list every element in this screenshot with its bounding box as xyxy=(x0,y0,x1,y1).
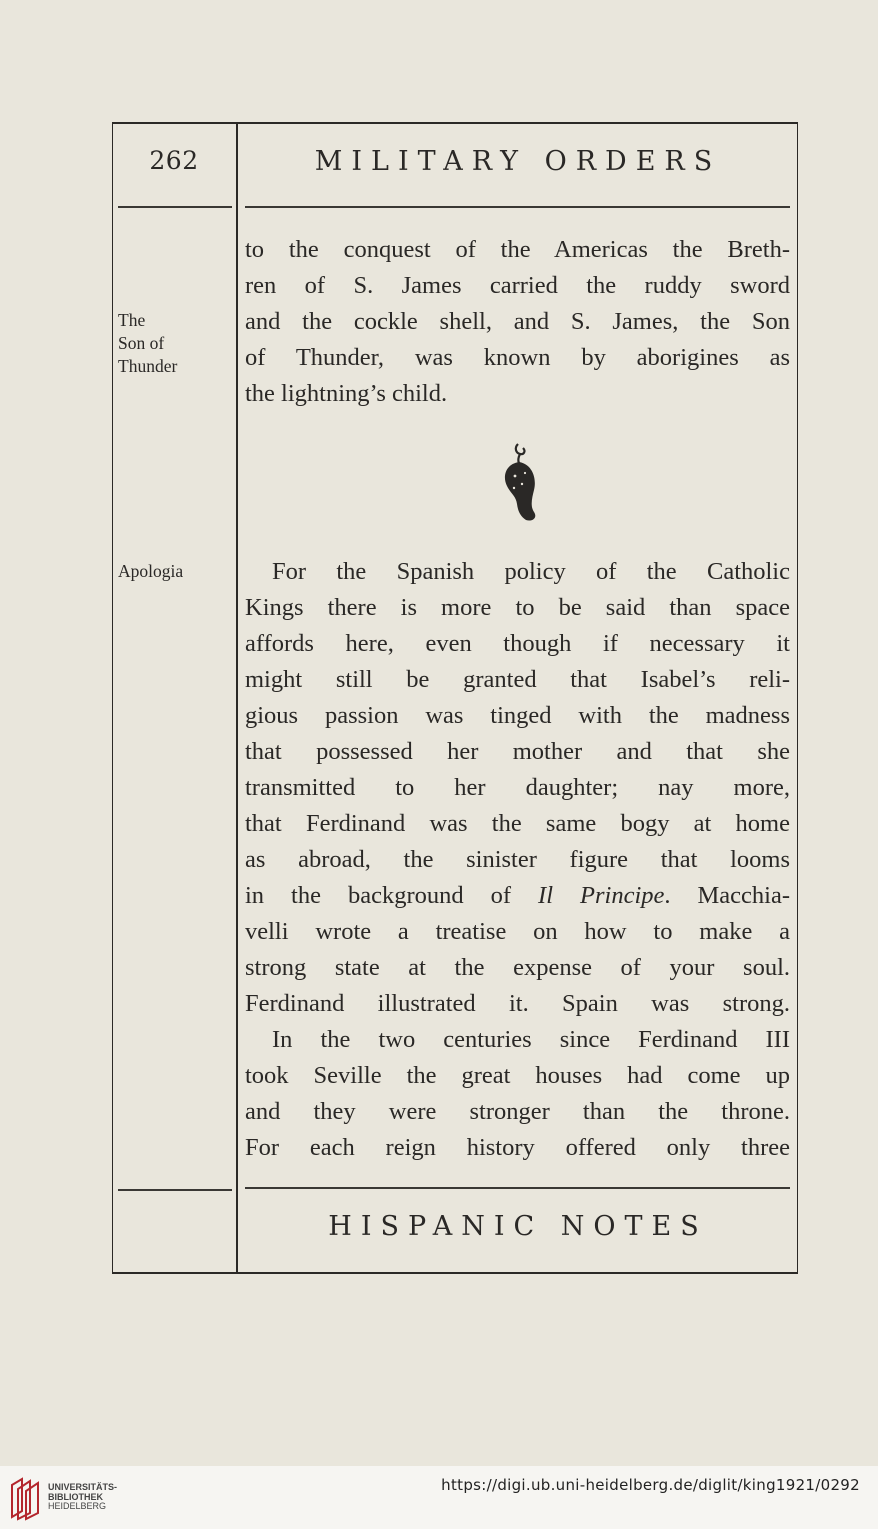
body-line: that possessed her mother and that she xyxy=(245,738,790,765)
body-line: strong state at the expense of your soul. xyxy=(245,954,790,981)
italic-title: Il Principe xyxy=(538,882,665,909)
body-line: might still be granted that Isabel’s reli- xyxy=(245,666,790,693)
source-url-link[interactable]: https://digi.ub.uni-heidelberg.de/diglit/king1921/0292 xyxy=(441,1476,860,1494)
body-line: Kings there is more to be said than space xyxy=(245,594,790,621)
running-head: MILITARY ORDERS xyxy=(314,146,722,177)
running-foot: HISPANIC NOTES xyxy=(328,1211,708,1242)
body-text: in the background of xyxy=(245,882,539,909)
library-name-line: BIBLIOTHEK xyxy=(48,1491,103,1502)
body-line: transmitted to her daughter; nay more, xyxy=(245,774,790,801)
margin-note-apologia xyxy=(118,560,183,583)
header-rule-left xyxy=(118,206,232,208)
footer-rule-left xyxy=(118,1189,232,1191)
body-text: . Macchia- xyxy=(664,882,790,909)
body-line: affords here, even though if necessary it xyxy=(245,630,790,657)
margin-note-line: Thunder xyxy=(118,356,178,376)
body-line: that Ferdinand was the same bogy at home xyxy=(245,810,790,837)
body-line: gious passion was tinged with the madness xyxy=(245,702,790,729)
body-line: and the cockle shell, and S. James, the Son xyxy=(245,308,790,335)
library-name xyxy=(48,1483,117,1512)
body-line: as abroad, the sinister figure that looms xyxy=(245,846,790,873)
margin-note-line: The xyxy=(118,310,146,330)
header-rule-right xyxy=(245,206,790,208)
body-line: For the Spanish policy of the Catholic xyxy=(272,558,790,585)
body-line: Ferdinand illustrated it. Spain was strong. xyxy=(245,990,790,1017)
body-line: velli wrote a treatise on how to make a xyxy=(245,918,790,945)
body-line: took Seville the great houses had come up xyxy=(245,1062,790,1089)
margin-note-line: Son of xyxy=(118,333,165,353)
body-line: For each reign history offered only three xyxy=(245,1134,790,1161)
body-line: In the two centuries since Ferdinand III xyxy=(272,1026,790,1053)
body-line-with-italic xyxy=(245,878,790,914)
body-line: the lightning’s child. xyxy=(245,380,448,407)
footer-rule-right xyxy=(245,1187,790,1189)
page-number: 262 xyxy=(149,146,199,175)
body-line: to the conquest of the Americas the Breth- xyxy=(245,236,790,263)
margin-note-son-of-thunder xyxy=(118,309,177,378)
column-divider xyxy=(236,124,238,1272)
margin-note-line: Apologia xyxy=(118,561,184,581)
library-name-line: UNIVERSITÄTS- xyxy=(48,1482,118,1492)
library-name-line: HEIDELBERG xyxy=(48,1501,107,1511)
body-line: of Thunder, was known by aborigines as xyxy=(245,344,790,371)
body-line: and they were stronger than the throne. xyxy=(245,1098,790,1125)
pomegranate-ornament-icon xyxy=(496,440,544,524)
body-line: ren of S. James carried the ruddy sword xyxy=(245,272,790,299)
library-logo-icon xyxy=(8,1475,42,1521)
